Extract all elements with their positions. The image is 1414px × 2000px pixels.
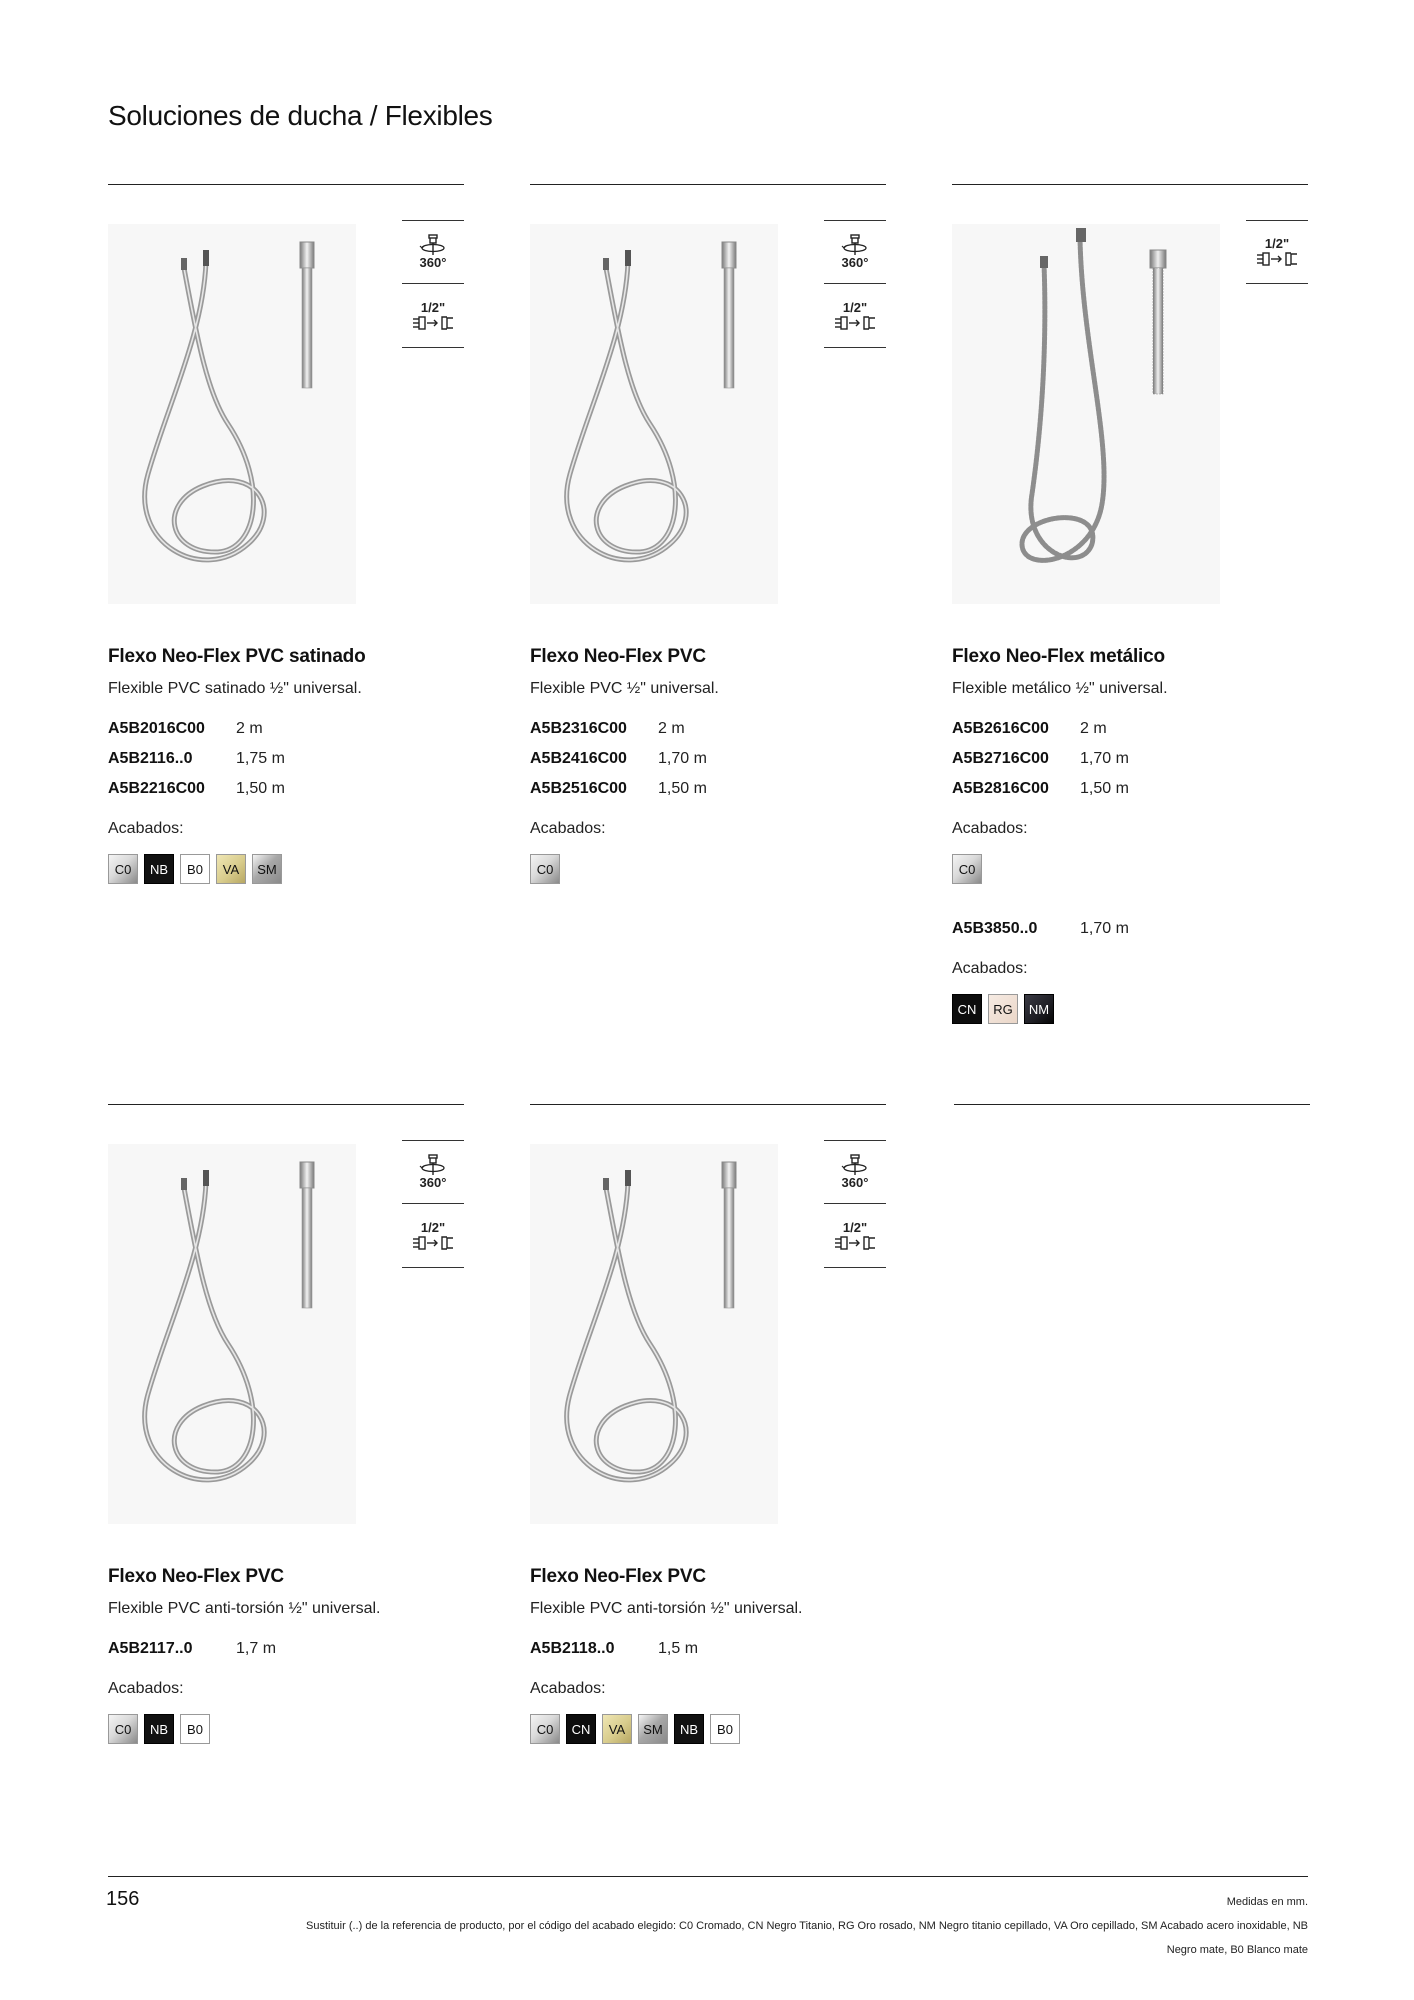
finish-swatches (530, 1714, 886, 1744)
ref-code: A5B2716C00 (952, 750, 1049, 767)
rotation-360-icon: 360° (402, 1140, 464, 1204)
finish-swatch-nb: NB (674, 1714, 704, 1744)
thread-half-inch-icon: 1/2" (824, 284, 886, 348)
finishes-label: Acabados: (952, 960, 1028, 977)
thread-half-inch-icon: 1/2" (402, 1204, 464, 1268)
finish-swatch-va: VA (216, 854, 246, 884)
ref-length: 1,7 m (236, 1640, 277, 1657)
finish-swatch-va: VA (602, 1714, 632, 1744)
section-divider (108, 1104, 464, 1105)
ref-code: A5B2616C00 (952, 720, 1049, 737)
finish-swatch-c0: C0 (108, 854, 138, 884)
footer-divider (108, 1876, 1308, 1877)
ref-code: A5B2118..0 (530, 1640, 615, 1657)
finish-swatch-c0: C0 (108, 1714, 138, 1744)
ref-length: 1,50 m (1080, 780, 1129, 797)
rotation-360-icon: 360° (824, 220, 886, 284)
ref-length: 1,70 m (658, 750, 707, 767)
ref-code: A5B2016C00 (108, 720, 205, 737)
finish-swatch-sm: SM (252, 854, 282, 884)
ref-length: 1,70 m (1080, 750, 1129, 767)
finish-swatch-nb: NB (144, 1714, 174, 1744)
section-divider (108, 184, 464, 185)
ref-code: A5B2117..0 (108, 1640, 193, 1657)
product-name: Flexo Neo-Flex PVC (530, 646, 706, 667)
ref-length: 1,75 m (236, 750, 285, 767)
finish-swatch-b0: B0 (180, 854, 210, 884)
ref-row (952, 774, 1308, 804)
section-divider (952, 184, 1308, 185)
product-image-hose (108, 224, 398, 604)
section-divider (954, 1104, 1310, 1105)
product-description: Flexible PVC ½" universal. (530, 680, 719, 697)
product-name: Flexo Neo-Flex PVC satinado (108, 646, 366, 667)
product-image-metal-hose (952, 224, 1242, 604)
ref-length: 1,70 m (1080, 920, 1129, 937)
finish-swatches (108, 854, 464, 884)
finish-swatch-c0: C0 (530, 1714, 560, 1744)
product-image-hose (530, 1144, 820, 1524)
finishes-label: Acabados: (108, 820, 184, 837)
product-image-hose (108, 1144, 398, 1524)
ref-code: A5B2216C00 (108, 780, 205, 797)
ref-code: A5B2116..0 (108, 750, 193, 767)
finishes-label: Acabados: (952, 820, 1028, 837)
ref-row (108, 744, 464, 774)
ref-code: A5B3850..0 (952, 920, 1038, 937)
ref-length: 1,50 m (658, 780, 707, 797)
section-divider (530, 1104, 886, 1105)
finish-swatch-cn: CN (952, 994, 982, 1024)
finish-swatches (952, 994, 1308, 1024)
finish-swatch-nm: NM (1024, 994, 1054, 1024)
product-description: Flexible metálico ½" universal. (952, 680, 1168, 697)
finishes-label: Acabados: (108, 1680, 184, 1697)
finish-swatch-c0: C0 (530, 854, 560, 884)
finish-swatch-b0: B0 (710, 1714, 740, 1744)
ref-row (108, 1634, 464, 1664)
ref-row (952, 714, 1308, 744)
finishes-label: Acabados: (530, 1680, 606, 1697)
finish-swatch-rg: RG (988, 994, 1018, 1024)
rotation-360-icon: 360° (402, 220, 464, 284)
ref-length: 2 m (236, 720, 263, 737)
ref-row (530, 774, 886, 804)
product-name: Flexo Neo-Flex PVC (108, 1566, 284, 1587)
finish-swatch-sm: SM (638, 1714, 668, 1744)
footer-finish-codes: Sustituir (..) de la referencia de producto, por el código del acabado elegido: C0 Cromado, CN Negro Titanio, RG Oro rosado, NM Negro titanio cepillado, VA Oro cepillado, SM Acabado acero inoxidable, NB (306, 1920, 1308, 1932)
ref-row-extra (952, 914, 1308, 944)
finish-swatches (108, 1714, 464, 1744)
product-image-hose (530, 224, 820, 604)
ref-code: A5B2416C00 (530, 750, 627, 767)
thread-half-inch-icon: 1/2" (402, 284, 464, 348)
ref-row (530, 1634, 886, 1664)
product-description: Flexible PVC anti-torsión ½" universal. (530, 1600, 803, 1617)
ref-code: A5B2316C00 (530, 720, 627, 737)
product-description: Flexible PVC satinado ½" universal. (108, 680, 362, 697)
ref-length: 2 m (658, 720, 685, 737)
section-divider (530, 184, 886, 185)
finish-swatch-nb: NB (144, 854, 174, 884)
feature-icons (1246, 220, 1308, 284)
rotation-360-icon: 360° (824, 1140, 886, 1204)
ref-row (108, 714, 464, 744)
ref-row (530, 744, 886, 774)
ref-row (108, 774, 464, 804)
thread-half-inch-icon: 1/2" (824, 1204, 886, 1268)
feature-icons (824, 220, 886, 348)
finish-swatch-c0: C0 (952, 854, 982, 884)
feature-icons (402, 220, 464, 348)
footer-finish-codes-cont: Negro mate, B0 Blanco mate (1166, 1944, 1308, 1956)
ref-length: 1,5 m (658, 1640, 699, 1657)
ref-length: 1,50 m (236, 780, 285, 797)
thread-half-inch-icon: 1/2" (1246, 220, 1308, 284)
product-description: Flexible PVC anti-torsión ½" universal. (108, 1600, 381, 1617)
finish-swatches (530, 854, 886, 884)
ref-row (530, 714, 886, 744)
page-title: Soluciones de ducha / Flexibles (108, 100, 493, 131)
finishes-label: Acabados: (530, 820, 606, 837)
finish-swatch-b0: B0 (180, 1714, 210, 1744)
product-name: Flexo Neo-Flex PVC (530, 1566, 706, 1587)
finish-swatch-cn: CN (566, 1714, 596, 1744)
ref-code: A5B2816C00 (952, 780, 1049, 797)
feature-icons (824, 1140, 886, 1268)
footer-measure-note: Medidas en mm. (1226, 1896, 1308, 1908)
feature-icons (402, 1140, 464, 1268)
page-number: 156 (106, 1888, 140, 1910)
ref-row (952, 744, 1308, 774)
finish-swatches (952, 854, 1308, 884)
ref-length: 2 m (1080, 720, 1107, 737)
product-name: Flexo Neo-Flex metálico (952, 646, 1165, 667)
ref-code: A5B2516C00 (530, 780, 627, 797)
